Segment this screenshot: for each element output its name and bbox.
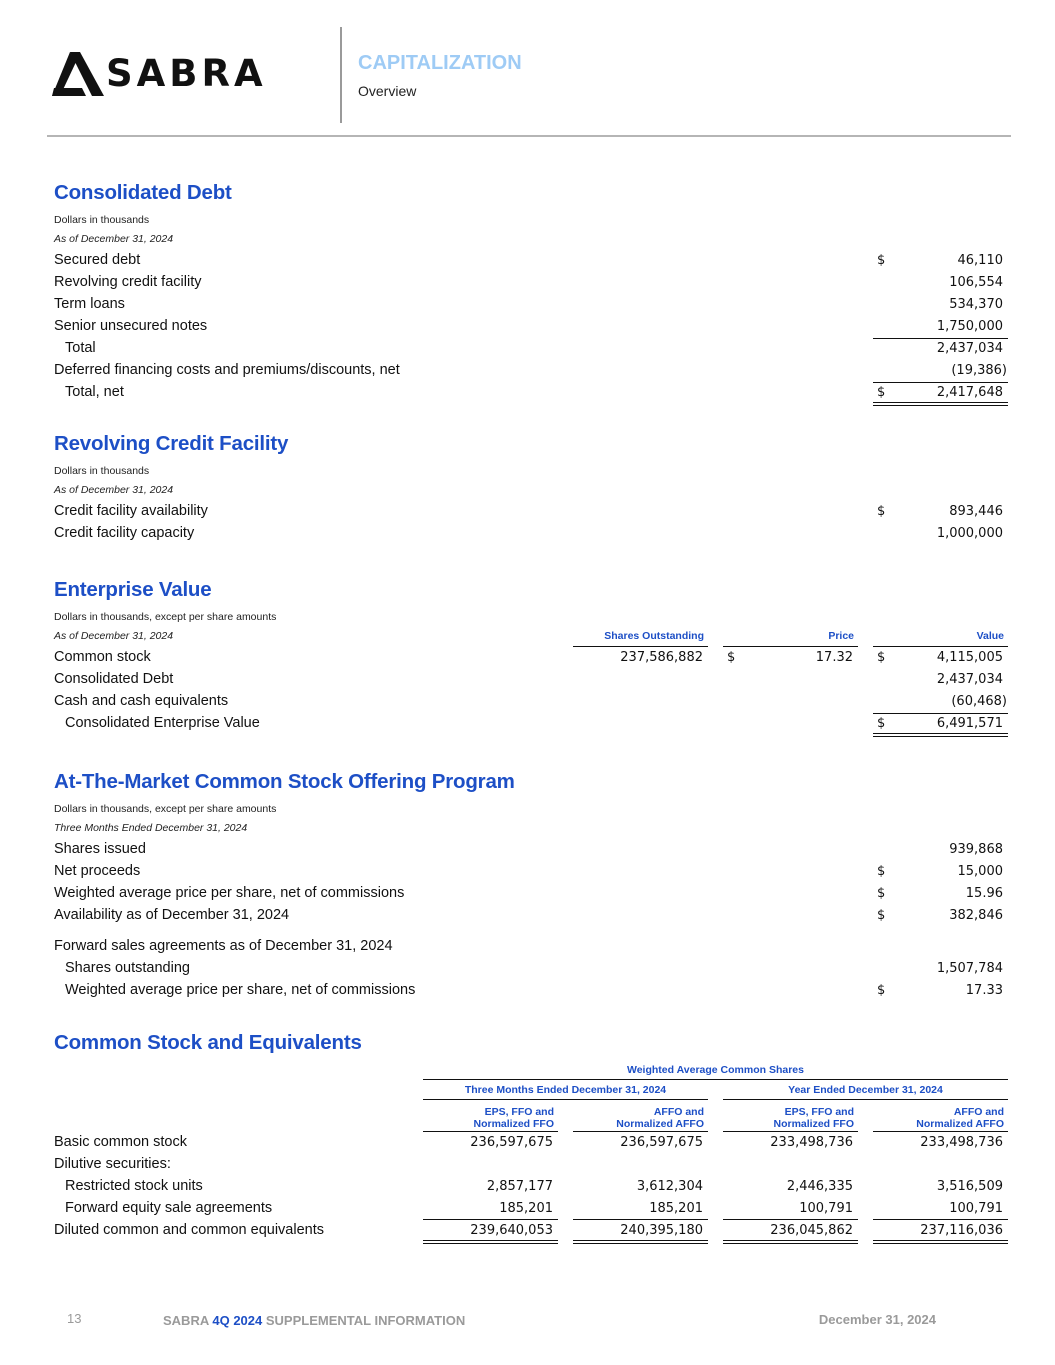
atm-program-period: Three Months Ended December 31, 2024 — [54, 822, 248, 834]
row-label: Deferred financing costs and premiums/discounts, net — [54, 362, 400, 378]
table-row — [0, 502, 1055, 524]
footer-brand: SABRA — [163, 1313, 209, 1328]
cell-value: 233,498,736 — [770, 1135, 853, 1150]
table-row — [0, 862, 1055, 884]
price-value: 17.32 — [815, 650, 853, 665]
row-value: 15.96 — [965, 886, 1003, 901]
table-row — [0, 884, 1055, 906]
table-row — [0, 840, 1055, 862]
cell-value: 185,201 — [499, 1201, 553, 1216]
header-rule — [723, 646, 858, 647]
total-double-rule — [723, 1240, 858, 1244]
table-row — [0, 524, 1055, 546]
subtotal-rule — [873, 1219, 1008, 1220]
enterprise-value-title: Enterprise Value — [54, 578, 212, 601]
header-rule — [423, 1099, 708, 1100]
cell-value: 237,116,036 — [920, 1223, 1003, 1238]
total-double-rule — [423, 1240, 558, 1244]
column-header-line: Normalized FFO — [773, 1118, 854, 1130]
table-row — [0, 670, 1055, 692]
table-row — [0, 937, 1055, 959]
column-header — [473, 1106, 554, 1130]
row-value: 893,446 — [949, 504, 1003, 519]
section-title: CAPITALIZATION — [358, 52, 522, 74]
dollar-sign: $ — [877, 504, 886, 519]
table-row — [0, 339, 1055, 361]
row-label: Total — [65, 340, 96, 356]
column-header: Value — [976, 630, 1004, 642]
row-value: 534,370 — [949, 297, 1003, 312]
row-value: 1,507,784 — [936, 961, 1003, 976]
footer-supplemental: SUPPLEMENTAL INFORMATION — [265, 1313, 466, 1328]
row-value: 106,554 — [949, 275, 1003, 290]
total-double-rule — [573, 1240, 708, 1244]
dollar-sign: $ — [727, 650, 736, 665]
row-label: Weighted average price per share, net of commissions — [54, 885, 405, 901]
cell-value: 236,045,862 — [770, 1223, 853, 1238]
row-label: Secured debt — [54, 252, 141, 268]
row-label: Diluted common and common equivalents — [54, 1222, 324, 1238]
row-label: Revolving credit facility — [54, 274, 202, 290]
row-value: 15,000 — [957, 864, 1003, 879]
consolidated-debt-as-of: As of December 31, 2024 — [54, 233, 174, 245]
row-value: 1,000,000 — [936, 526, 1003, 541]
column-header-line: Normalized FFO — [473, 1118, 554, 1130]
shares-value: 237,586,882 — [620, 650, 703, 665]
header-rule — [47, 135, 1011, 137]
row-value: 2,437,034 — [936, 672, 1003, 687]
row-label: Consolidated Debt — [54, 671, 174, 687]
table-row — [0, 317, 1055, 339]
footer-quarter: 4Q 2024 — [212, 1313, 263, 1328]
column-header-line: AFFO and — [953, 1106, 1004, 1118]
cell-value: 236,597,675 — [470, 1135, 553, 1150]
table-row — [0, 1177, 1055, 1199]
row-label: Shares outstanding — [65, 960, 190, 976]
consolidated-debt-units: Dollars in thousands — [54, 214, 150, 226]
period-header: Three Months Ended December 31, 2024 — [464, 1084, 667, 1096]
header-rule — [573, 1131, 708, 1132]
table-row — [0, 251, 1055, 273]
subtotal-rule — [723, 1219, 858, 1220]
row-value: 4,115,005 — [936, 650, 1003, 665]
enterprise-value-as-of: As of December 31, 2024 — [54, 630, 174, 642]
cell-value: 3,612,304 — [636, 1179, 703, 1194]
cell-value: 100,791 — [799, 1201, 853, 1216]
forward-sales-heading: Forward sales agreements as of December 31, 2024 — [54, 938, 393, 954]
atm-program-title: At-The-Market Common Stock Offering Program — [54, 770, 515, 793]
cell-value: 240,395,180 — [620, 1223, 703, 1238]
cell-value: 100,791 — [949, 1201, 1003, 1216]
table-row — [0, 692, 1055, 714]
total-double-rule — [873, 402, 1008, 406]
column-header — [773, 1106, 854, 1130]
row-value: 17.33 — [965, 983, 1003, 998]
footer-label — [163, 1313, 465, 1328]
cell-value: 185,201 — [649, 1201, 703, 1216]
dollar-sign: $ — [877, 716, 886, 731]
row-label: Forward equity sale agreements — [65, 1200, 273, 1216]
row-value: 2,417,648 — [936, 385, 1003, 400]
header-divider — [340, 27, 342, 123]
row-label: Net proceeds — [54, 863, 141, 879]
table-row — [0, 1155, 1055, 1177]
header-rule — [873, 646, 1008, 647]
cell-value: 239,640,053 — [470, 1223, 553, 1238]
row-label: Senior unsecured notes — [54, 318, 208, 334]
common-stock-title: Common Stock and Equivalents — [54, 1031, 362, 1054]
total-double-rule — [873, 733, 1008, 737]
enterprise-value-units: Dollars in thousands, except per share amounts — [54, 611, 277, 623]
column-header-line: EPS, FFO and — [484, 1106, 554, 1118]
dollar-sign: $ — [877, 650, 886, 665]
row-label: Availability as of December 31, 2024 — [54, 907, 290, 923]
revolving-credit-as-of: As of December 31, 2024 — [54, 484, 174, 496]
row-label: Common stock — [54, 649, 151, 665]
column-header-line: EPS, FFO and — [784, 1106, 854, 1118]
row-label: Basic common stock — [54, 1134, 187, 1150]
table-row — [0, 273, 1055, 295]
brand-wordmark: SABRA — [106, 52, 267, 95]
cell-value: 2,446,335 — [786, 1179, 853, 1194]
dollar-sign: $ — [877, 886, 886, 901]
table-row — [0, 361, 1055, 383]
column-header-line: AFFO and — [653, 1106, 704, 1118]
row-value: (60,468) — [951, 694, 1007, 709]
column-header: Price — [828, 630, 854, 642]
header-rule — [423, 1079, 1008, 1080]
cell-value: 233,498,736 — [920, 1135, 1003, 1150]
subtotal-rule — [423, 1219, 558, 1220]
row-label: Dilutive securities: — [54, 1156, 171, 1172]
footer-date: December 31, 2024 — [818, 1312, 936, 1327]
row-value: 46,110 — [957, 253, 1003, 268]
row-label: Credit facility availability — [54, 503, 208, 519]
header-rule — [423, 1131, 558, 1132]
table-row — [0, 1199, 1055, 1221]
row-value: 939,868 — [949, 842, 1003, 857]
atm-program-units: Dollars in thousands, except per share amounts — [54, 803, 277, 815]
cell-value: 2,857,177 — [486, 1179, 553, 1194]
table-row — [0, 1133, 1055, 1155]
subtotal-rule — [573, 1219, 708, 1220]
row-label: Total, net — [65, 384, 124, 400]
cell-value: 236,597,675 — [620, 1135, 703, 1150]
header-rule — [723, 1099, 1008, 1100]
dollar-sign: $ — [877, 253, 886, 268]
row-label: Consolidated Enterprise Value — [65, 715, 260, 731]
row-label: Term loans — [54, 296, 125, 312]
table-row — [0, 648, 1055, 670]
column-header: Shares Outstanding — [604, 630, 704, 642]
page-number: 13 — [67, 1311, 82, 1326]
column-header-line: Normalized AFFO — [916, 1118, 1004, 1130]
row-value: 2,437,034 — [936, 341, 1003, 356]
cell-value: 3,516,509 — [936, 1179, 1003, 1194]
table-row — [0, 981, 1055, 1003]
dollar-sign: $ — [877, 385, 886, 400]
revolving-credit-title: Revolving Credit Facility — [54, 432, 289, 455]
column-header — [616, 1106, 704, 1130]
period-header: Year Ended December 31, 2024 — [788, 1084, 943, 1096]
dollar-sign: $ — [877, 983, 886, 998]
row-value: 382,846 — [949, 908, 1003, 923]
total-double-rule — [873, 1240, 1008, 1244]
table-row — [0, 906, 1055, 928]
table-row — [0, 295, 1055, 317]
row-value: (19,386) — [951, 363, 1007, 378]
column-header-line: Normalized AFFO — [616, 1118, 704, 1130]
row-label: Credit facility capacity — [54, 525, 195, 541]
header-rule — [723, 1131, 858, 1132]
super-header: Weighted Average Common Shares — [627, 1064, 804, 1076]
revolving-credit-units: Dollars in thousands — [54, 465, 150, 477]
table-row — [0, 959, 1055, 981]
row-value: 6,491,571 — [936, 716, 1003, 731]
dollar-sign: $ — [877, 908, 886, 923]
sabra-logo — [52, 50, 297, 100]
dollar-sign: $ — [877, 864, 886, 879]
section-subtitle: Overview — [358, 83, 417, 99]
row-label: Weighted average price per share, net of commissions — [65, 982, 416, 998]
consolidated-debt-title: Consolidated Debt — [54, 181, 232, 204]
header-rule — [873, 1131, 1008, 1132]
row-label: Cash and cash equivalents — [54, 693, 229, 709]
row-label: Shares issued — [54, 841, 146, 857]
column-header — [916, 1106, 1004, 1130]
row-value: 1,750,000 — [936, 319, 1003, 334]
row-label: Restricted stock units — [65, 1178, 203, 1194]
header-rule — [573, 646, 708, 647]
